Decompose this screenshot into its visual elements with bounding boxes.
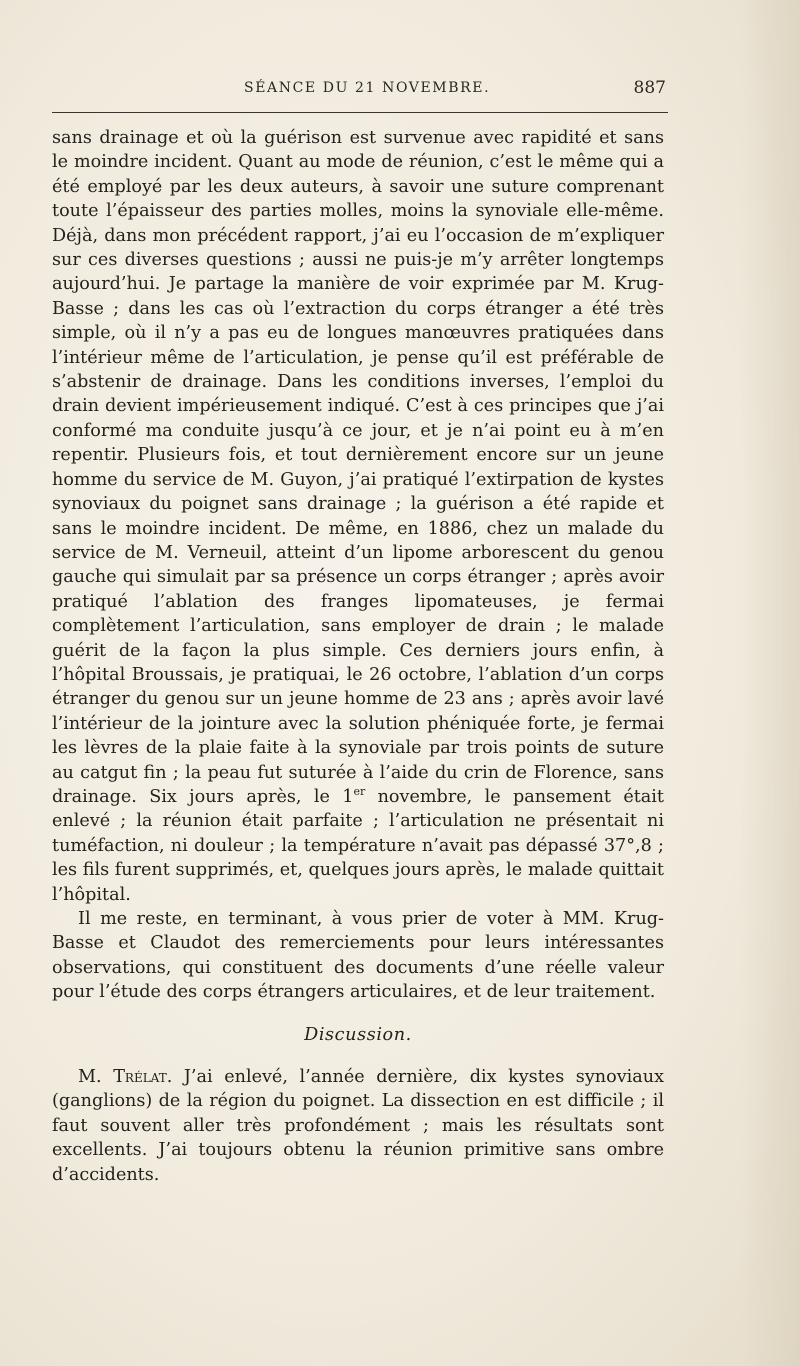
page-edge-shading bbox=[740, 0, 800, 1366]
running-title: SÉANCE DU 21 NOVEMBRE. bbox=[244, 80, 491, 96]
paragraph-1-superscript: er bbox=[353, 785, 366, 799]
paragraph-1-date-number: 1 bbox=[342, 786, 354, 807]
section-heading: Discussion. bbox=[304, 1024, 412, 1045]
speaker-name: Trélat bbox=[113, 1067, 167, 1088]
paragraph-1-end: novembre, le pansement était enlevé ; la réunion était parfaite ; l’articulation ne présentait ni tuméfaction, ni douleur ; la température n’avait pas dépassé 37°,8 ; les fils furent supprimés, et, quelques jours après, le malade quittait l’hôpital. bbox=[52, 786, 664, 905]
page-header bbox=[52, 72, 670, 106]
body-text bbox=[52, 126, 664, 1187]
page-number: 887 bbox=[633, 78, 666, 98]
paragraph-3-prefix: M. bbox=[78, 1067, 114, 1088]
paragraph-3-text: . J’ai enlevé, l’année dernière, dix kystes synoviaux (ganglions) de la région du poignet. La dissection en est difficile ; il faut souvent aller très profondément ; mais les résultats sont excellents. J’ai toujours obtenu la réunion primitive sans ombre d’accidents. bbox=[52, 1067, 664, 1185]
paragraph-3 bbox=[52, 1065, 664, 1187]
paragraph-1-main: sans drainage et où la guérison est survenue avec rapidité et sans le moindre incident. Quant au mode de réunion, c’est le même qui a été employé par les deux auteurs, à savoir une suture comprenant toute l’épaisseur des parties molles, moins la synoviale elle-même. Déjà, dans mon précédent rapport, j’ai eu l’occasion de m’expliquer sur ces diverses questions ; aussi ne puis-je m’y arrêter longtemps aujourd’hui. Je partage la manière de voir exprimée par M. Krug-Basse ; dans les cas où l’extraction du corps étranger a été très simple, où il n’y a pas eu de longues manœuvres pratiquées dans l’intérieur même de l’articulation, je pense qu’il est préférable de s’abstenir de drainage. Dans les conditions inverses, l’emploi du drain devient impérieusement indiqué. C’est à ces principes que j’ai conformé ma conduite jusqu’à ce jour, et je n’ai point eu à m’en repentir. Plusieurs fois, et tout dernièrement encore sur un jeune homme du service de M. Guyon, j’ai pratiqué l’extirpation de kystes synoviaux du poignet sans drainage ; la guérison a été rapide et sans le moindre incident. De même, en 1886, chez un malade du service de M. Verneuil, atteint d’un lipome arborescent du genou gauche qui simulait par sa présence un corps étranger ; après avoir pratiqué l’ablation des franges lipomateuses, je fermai complètement l’articulation, sans employer de drain ; le malade guérit de la façon la plus simple. Ces derniers jours enfin, à l’hôpital Broussais, je pratiquai, le 26 octobre, l’ablation d’un corps étranger du genou sur un jeune homme de 23 ans ; après avoir lavé l’intérieur de la jointure avec la solution phéniquée forte, je fermai les lèvres de la plaie faite à la synoviale par trois points de suture au catgut fin ; la peau fut suturée à l’aide du crin de Florence, sans drainage. Six jours après, le bbox=[52, 128, 664, 807]
paragraph-1 bbox=[52, 126, 664, 907]
header-rule bbox=[52, 112, 668, 113]
paragraph-2: Il me reste, en terminant, à vous prier de voter à MM. Krug-Basse et Claudot des remerciements pour leurs intéressantes observations, qui constituent des documents d’une réelle valeur pour l’étude des corps étrangers articulaires, et de leur traitement. bbox=[52, 909, 664, 1003]
